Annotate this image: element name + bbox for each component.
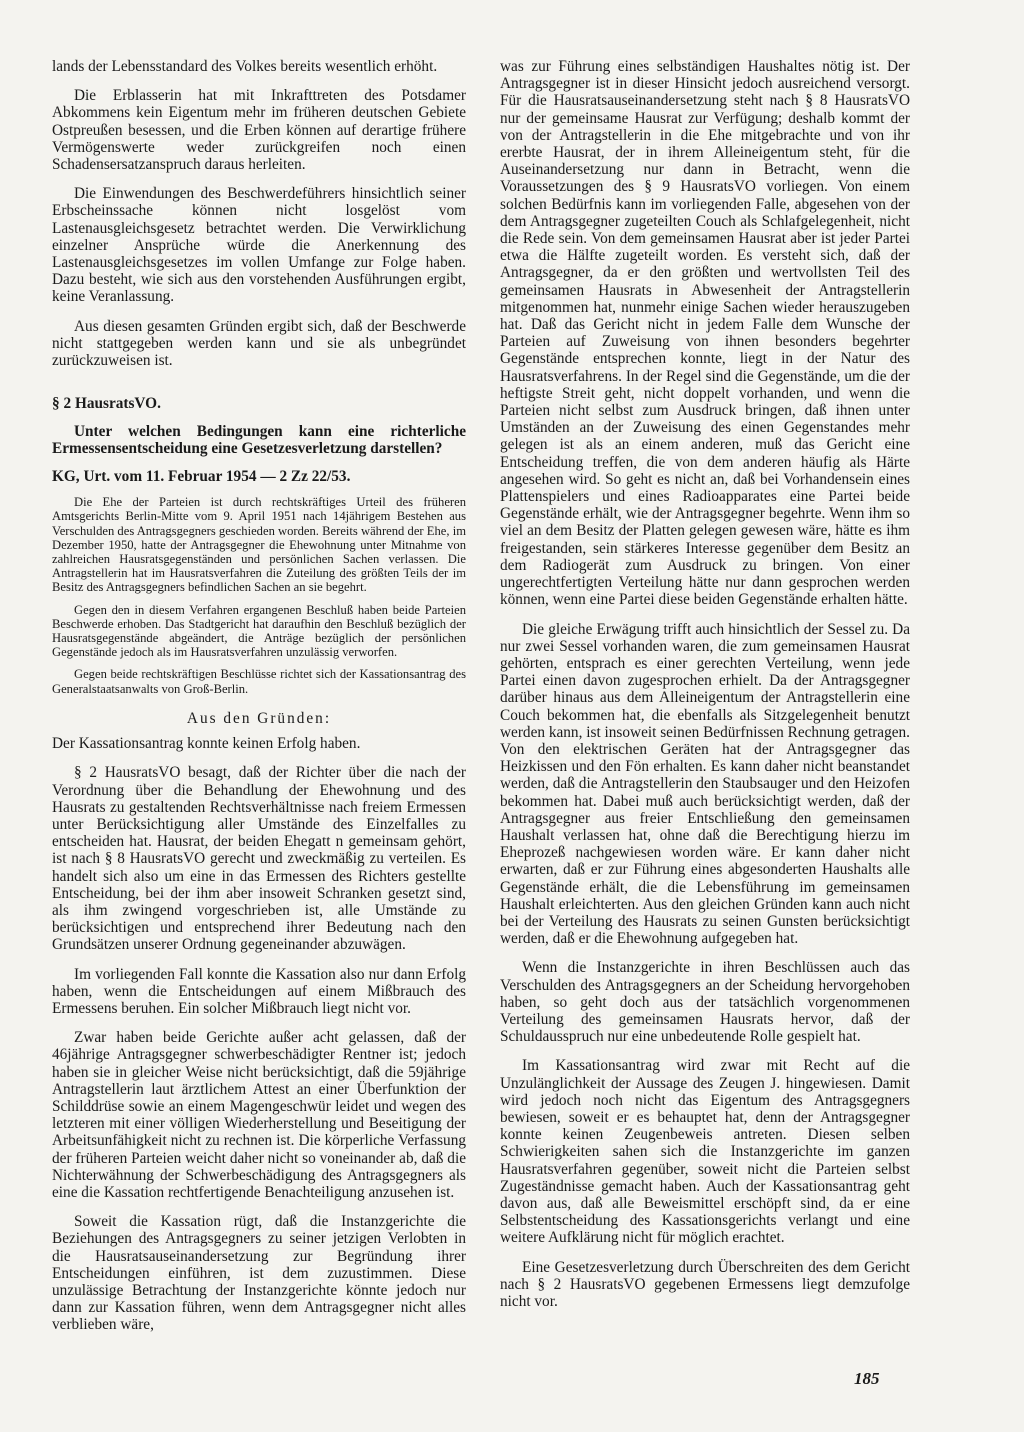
case-facts: Die Ehe der Parteien ist durch rechtskräftiges Urteil des früheren Amtsgerichts Berlin-Mitte vom 9. April 1951 nach 14jährigem Bestehen aus Verschulden des Antragsgegners geschieden worden. Bereits während der Ehe, im Dezember 1950, hatte der Antragsgegner die Ehewohnung unter Mitnahme von zahlreichen Hausratsgegenständen und persönlichen Sachen verlassen. Die Antragstellerin hat im Hausratsverfahren die Zuteilung des größten Teils der im Besitz des Antragsgegners befindlichen Sachen an sie begehrt. xyxy=(52,495,466,595)
paragraph: Eine Gesetzesverletzung durch Überschreiten des dem Gericht nach § 2 HausratsVO gegebenen Ermessens liegt demzufolge nicht vor. xyxy=(500,1258,910,1311)
paragraph: was zur Führung eines selbständigen Haushaltes nötig ist. Der Antragsgegner ist in dieser Hinsicht jedoch ausreichend versorgt. Für die Hausratsauseinandersetzung steht nach § 8 HausratsVO nur der gemeinsame Hausrat zur Verfügung; deshalb kommt der von der Antragstellerin in die Ehe mitgebrachte und von ihr ererbte Hausrat, der in ihrem Alleineigentum steht, für die Auseinandersetzung nur dann in Betracht, wenn die Voraussetzungen des § 9 HausratsVO vorliegen. Von einem solchen Bedürfnis kann im vorliegenden Falle, abgesehen von der dem Antragsgegner zugeteilten Couch als Schlafgelegenheit, nicht die Rede sein. Von dem gemeinsamen Hausrat aber ist jeder Partei etwa die Hälfte zugeteilt worden. Es versteht sich, daß der Antragsgegner, da er den größten und wertvollsten Teil des gemeinsamen Hausrats in Abwesenheit der Antragstellerin mitgenommen hat, nunmehr einige Sachen wieder herauszugeben hat. Daß das Gericht nicht in jedem Falle dem Wunsche der Parteien auf Zuweisung von ihnen besonders begehrter Gegenstände entsprechen konnte, liegt in der Natur des Hausratsverfahrens. In der Regel sind die Gegenstände, um die der heftigste Streit geht, nicht doppelt vorhanden, und wenn die Parteien nicht selbst zum Ausdruck bringen, daß ihnen unter Umständen an der Zuweisung des einen Gegenstandes mehr gelegen ist als an einem anderen, muß das Gericht eine Entscheidung treffen, die von dem anderen häufig als Härte angesehen wird. So geht es nicht an, daß bei Vorhandensein eines Plattenspielers und eines Radioapparates eine Partei beide Gegenstände erhält, wie der Antragsgegner begehrte. Wenn ihm so viel an dem Besitz der Platten gelegen gewesen wäre, hätte es ihm freigestanden, sein stärkeres Interesse gegenüber dem Besitz an dem Radiogerät zum Ausdruck zu bringen. Von einer ungerechtfertigten Verteilung hätte nur dann gesprochen werden können, wenn eine Partei diese beiden Gegenstände erhalten hätte. xyxy=(500,58,910,609)
paragraph: § 2 HausratsVO besagt, daß der Richter über die nach der Verordnung über die Behandlung der Ehewohnung und des Hausrats zu gestaltenden Rechtsverhältnisse nach freiem Ermessen unter Berücksichtigung aller Umstände des Einzelfalles zu entscheiden hat. Hausrat, der beiden Ehegatt n gemeinsam gehört, ist nach § 8 HausratsVO gerecht und zweckmäßig zu verteilen. Es handelt sich also um eine in das Ermessen des Richters gestellte Entscheidung, bei der ihm aber insoweit Schranken gesetzt sind, als ihm zwingend vorgeschrieben ist, alle Umstände zu berücksichtigen und entsprechend ihrer Bedeutung nach den Grundsätzen unserer Ordnung gegeneinander abzuwägen. xyxy=(52,764,466,954)
paragraph: Im vorliegenden Fall konnte die Kassation also nur dann Erfolg haben, wenn die Entscheidungen auf einem Mißbrauch des Ermessens beruhen. Ein solcher Mißbrauch liegt nicht vor. xyxy=(52,965,466,1017)
section-title: § 2 HausratsVO. xyxy=(52,395,161,413)
legal-question: Unter welchen Bedingungen kann eine richterliche Ermessensentscheidung eine Gesetzesverletzung darstellen? xyxy=(52,422,466,458)
paragraph: Im Kassationsantrag wird zwar mit Recht auf die Unzulänglichkeit der Aussage des Zeugen J. hingewiesen. Damit wird jedoch noch nicht das Eigentum des Antragsgegners bewiesen, soweit er es behauptet hat, denn der Antragsgegner konnte keinen Zeugenbeweis antreten. Diesen selben Schwierigkeiten sahen sich die Instanzgerichte im ganzen Hausratsverfahren gegenüber, soweit nicht die Parteien selbst Zugeständnisse gemacht haben. Auch der Kassationsantrag geht davon aus, daß alle Beweismittel erschöpft sind, da er eine Selbstentscheidung des Kassationsgerichts verlangt und eine weitere Aufklärung nicht für möglich erachtet. xyxy=(500,1057,910,1247)
left-column xyxy=(52,58,466,1346)
paragraph: Soweit die Kassation rügt, daß die Instanzgerichte die Beziehungen des Antragsgegners zu seiner jetzigen Verlobten in die Hausratsauseinandersetzung zur Begründung ihrer Entscheidungen einführen, ist dem zuzustimmen. Diese unzulässige Betrachtung der Instanzgerichte könnte jedoch nur dann zur Kassation führen, wenn dem Antragsgegner nicht alles verblieben wäre, xyxy=(52,1213,466,1334)
right-column xyxy=(500,58,910,1322)
paragraph: Die gleiche Erwägung trifft auch hinsichtlich der Sessel zu. Da nur zwei Sessel vorhanden waren, die zum gemeinsamen Hausrat gehörten, entsprach es einer gerechten Verteilung, wenn jede Partei einen davon zugesprochen erhielt. Da der Antragsgegner darüber hinaus aus dem Alleineigentum der Antragstellerin eine Couch bekommen hat, die ebenfalls als Sitzgelegenheit benutzt werden kann, ist insoweit seinen Bedürfnissen Rechnung getragen. Von den elektrischen Geräten hat der Antragsgegner das Heizkissen und den Fön erhalten. Es kann daher nicht beanstandet werden, daß die Antragstellerin den Staubsauger und den Heizofen bekommen hat. Dabei muß auch berücksichtigt werden, daß der Antragsgegner aus freier Entschließung den gemeinsamen Haushalt verlassen hat, ohne daß die Berechtigung hierzu im Eheprozeß nachgewiesen worden wäre. Er kann daher nicht erwarten, daß er zur Führung eines abgesonderten Haushalts alle Gegenstände erhält, die die Lebensführung im gemeinsamen Haushalt erleichterten. Aus den gleichen Gründen kann auch nicht bei der Verteilung des Hausrats zu seinen Gunsten berücksichtigt werden, daß er die Ehewohnung aufgegeben hat. xyxy=(500,620,910,948)
case-facts: Gegen den in diesem Verfahren ergangenen Beschluß haben beide Parteien Beschwerde erhoben. Das Stadtgericht hat daraufhin den Beschluß bezüglich der Hausratsgegenstände abgeändert, die Anträge bezüglich der persönlichen Gegenstände jedoch als im Hausratsverfahren unzulässig verworfen. xyxy=(52,602,466,660)
paragraph: Die Einwendungen des Beschwerdeführers hinsichtlich seiner Erbscheinssache können nicht losgelöst vom Lastenausgleichsgesetz betrachtet werden. Die Verwirklichung einzelner Ansprüche würde die Anerkennung des Lastenausgleichsgesetzes im vollen Umfange zur Folge haben. Dazu besteht, wie sich aus den vorstehenden Ausführungen ergibt, keine Veranlassung. xyxy=(52,185,466,306)
paragraph: lands der Lebensstandard des Volkes bereits wesentlich erhöht. xyxy=(52,58,438,75)
paragraph: Aus diesen gesamten Gründen ergibt sich, daß der Beschwerde nicht stattgegeben werden kann und sie als unbegründet zurückzuweisen ist. xyxy=(52,317,466,370)
case-facts: Gegen beide rechtskräftigen Beschlüsse richtet sich der Kassationsantrag des Generalstaatsanwalts von Groß-Berlin. xyxy=(52,667,466,696)
case-citation: KG, Urt. vom 11. Februar 1954 — 2 Zz 22/53. xyxy=(52,467,351,485)
paragraph: Der Kassationsantrag konnte keinen Erfolg haben. xyxy=(52,735,361,753)
paragraph: Wenn die Instanzgerichte in ihren Beschlüssen auch das Verschulden des Antragsgegners an der Scheidung hervorgehoben haben, so geht doch aus der tatsächlich vorgenommenen Verteilung des gemeinsamen Hausrats hervor, daß der Schuldausspruch nur eine unbedeutende Rolle gespielt hat. xyxy=(500,959,910,1046)
page-number: 185 xyxy=(854,1369,880,1388)
paragraph: Die Erblasserin hat mit Inkrafttreten des Potsdamer Abkommens kein Eigentum mehr im früheren deutschen Gebiete Ostpreußen besessen, und die Erben können auf derartige frühere Vermögenswerte weder zurückgreifen noch einen Schadensersatzanspruch daraus herleiten. xyxy=(52,87,466,174)
reasons-heading: Aus den Gründen: xyxy=(186,709,332,727)
paragraph: Zwar haben beide Gerichte außer acht gelassen, daß der 46jährige Antragsgegner schwerbeschädigter Rentner ist; jedoch haben sie in gleicher Weise nicht berücksichtigt, daß die 59jährige Antragstellerin laut ärztlichem Attest an einer Überfunktion der Schilddrüse sowie an einem Magengeschwür leidet und wegen des letzteren mit einer völligen Wiederherstellung und Beseitigung der Arbeitsunfähigkeit nicht zu rechnen ist. Die körperliche Verfassung der früheren Parteien weicht daher nicht so voneinander ab, daß die Nichterwähnung der Schwerbeschädigung des Antragsgegners als eine die Kassation rechtfertigende Benachteiligung anzusehen ist. xyxy=(52,1029,466,1201)
